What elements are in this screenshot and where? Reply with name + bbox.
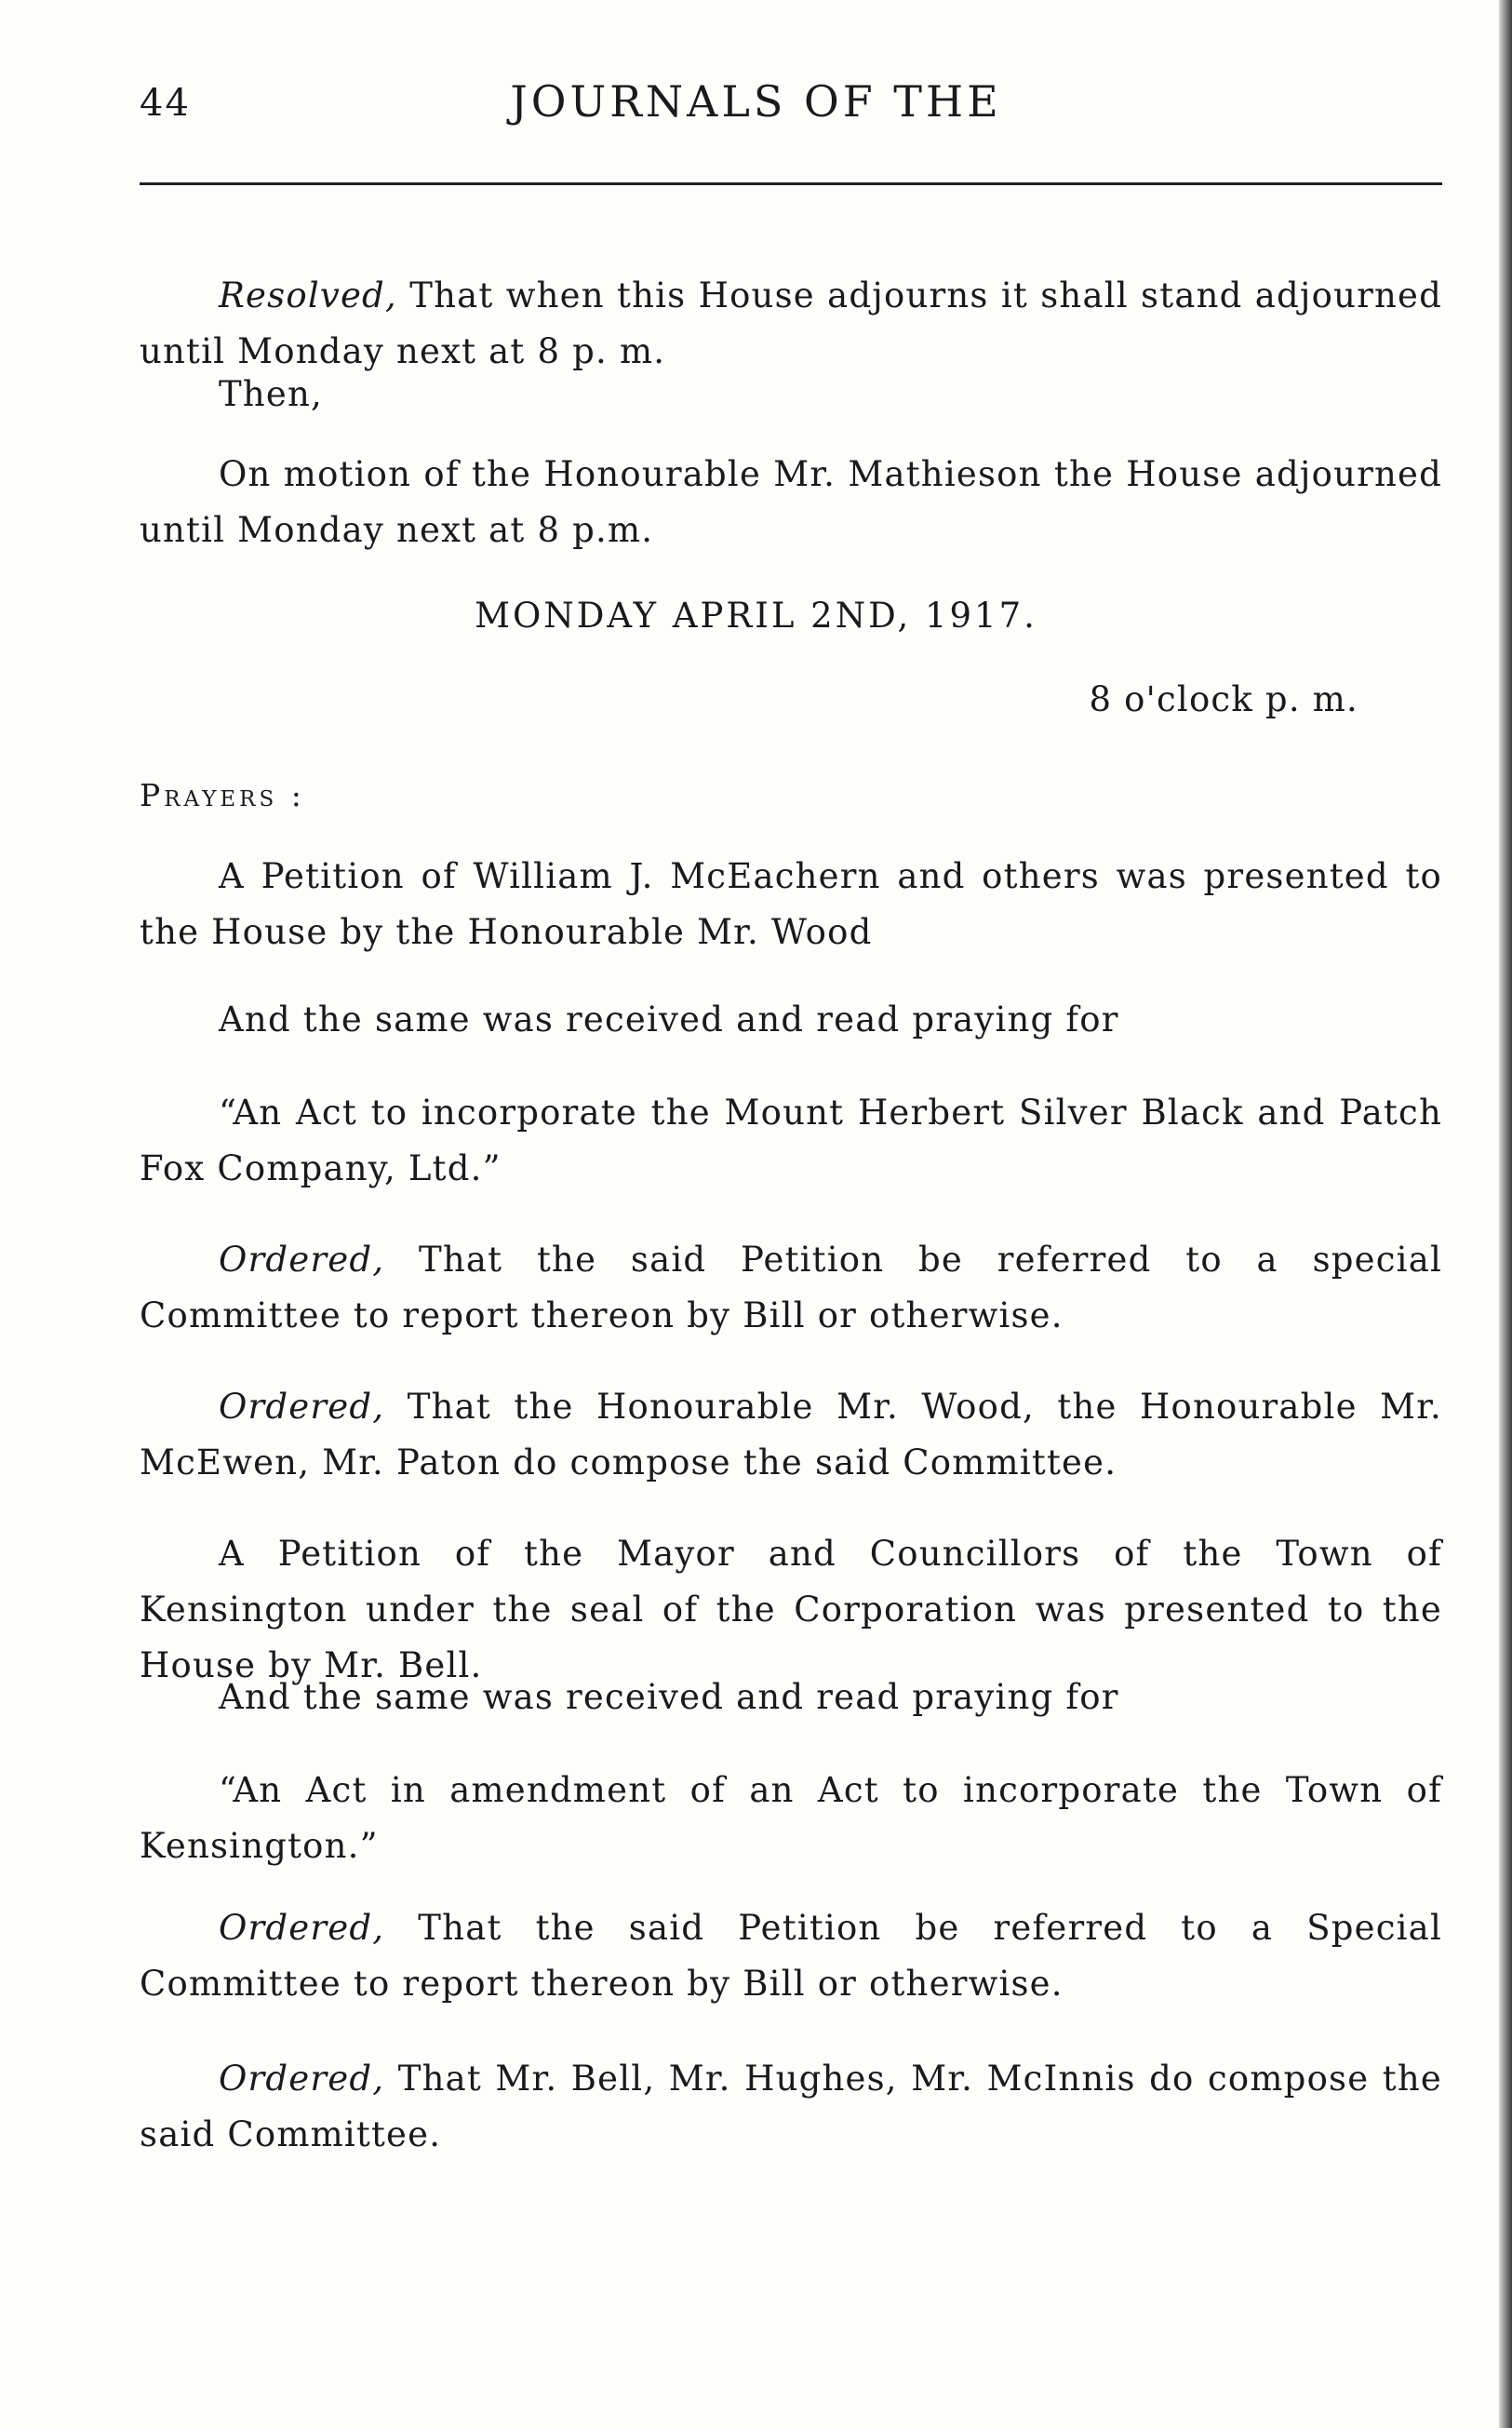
page-edge-shadow (1499, 0, 1512, 2428)
paragraph-lead: Ordered, (219, 1908, 385, 1948)
paragraph-petition-mceachern: A Petition of William J. McEachern and others was presented to the House by the Honourable Mr. Wood (140, 856, 1442, 952)
date-heading: MONDAY APRIL 2ND, 1917. (475, 596, 1037, 636)
paragraph-text: That the said Petition be referred to a special Committee to report thereon by Bill or otherwise. (140, 1240, 1442, 1335)
paragraph-received-2: And the same was received and read praying for (219, 1677, 1119, 1717)
paragraph-then: Then, (219, 374, 323, 414)
paragraph-received-1: And the same was received and read praying for (219, 999, 1119, 1040)
paragraph-ordered-1 (140, 1232, 1442, 1344)
paragraph-resolved (140, 268, 1442, 380)
paragraph-act-kensington: “An Act in amendment of an Act to incorporate the Town of Kensington.” (140, 1770, 1442, 1866)
header-rule (140, 182, 1442, 185)
paragraph-lead: Resolved, (219, 275, 397, 315)
paragraph-lead: Ordered, (219, 2059, 385, 2099)
paragraph-act-mount-herbert: “An Act to incorporate the Mount Herbert Silver Black and Patch Fox Company, Ltd.” (140, 1093, 1442, 1188)
prayers-heading: Prayers : (140, 777, 305, 813)
paragraph-ordered-2 (140, 1379, 1442, 1491)
paragraph-motion: On motion of the Honourable Mr. Mathieson the House adjourned until Monday next at 8 p.m. (140, 454, 1442, 550)
paragraph-lead: Ordered, (219, 1240, 385, 1280)
page-number: 44 (140, 82, 191, 125)
time-line: 8 o'clock p. m. (1089, 679, 1358, 719)
paragraph-text: That the said Petition be referred to a Special Committee to report thereon by Bill or otherwise. (140, 1908, 1442, 2004)
paragraph-petition-kensington: A Petition of the Mayor and Councillors of the Town of Kensington under the seal of the Corporation was presented to the House by Mr. Bell. (140, 1534, 1442, 1685)
running-head: JOURNALS OF THE (510, 76, 1002, 127)
paragraph-lead: Ordered, (219, 1387, 385, 1427)
paragraph-ordered-4 (140, 2051, 1442, 2163)
paragraph-text: That Mr. Bell, Mr. Hughes, Mr. McInnis do compose the said Committee. (140, 2059, 1442, 2154)
paragraph-text: That the Honourable Mr. Wood, the Honourable Mr. McEwen, Mr. Paton do compose the said Committee. (140, 1387, 1442, 1482)
paragraph-ordered-3 (140, 1900, 1442, 2012)
paragraph-text: That when this House adjourns it shall stand adjourned until Monday next at 8 p. m. (140, 275, 1442, 371)
